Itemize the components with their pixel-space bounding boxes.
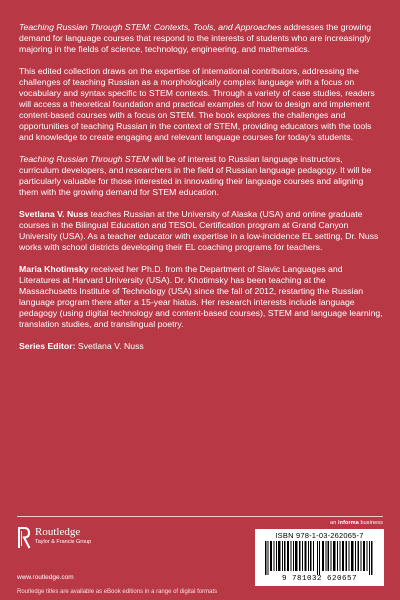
barcode-image bbox=[265, 541, 374, 575]
ebook-availability-note: Routledge titles are available as eBook editions in a range of digital formats bbox=[17, 589, 218, 595]
bio-nuss bbox=[19, 209, 385, 253]
footer-divider bbox=[17, 516, 383, 517]
publisher-logo bbox=[17, 523, 167, 563]
informa-tagline: an informa business bbox=[330, 520, 383, 526]
description-paragraph-2: This edited collection draws on the expertise of international contributors, addressing the challenges of teaching Russian as a morphologically complex language with a focus on vocabulary and syntax specific to STEM contexts. Through a variety of case studies, readers will access a theoretical foundation and practical examples of how to design and implement content-based courses with a focus on STEM. The book explores the challenges and opportunities of teaching Russian in the context of STEM, providing educators with the tools and knowledge to create engaging and relevant language courses for today’s students. bbox=[19, 66, 375, 142]
series-editor bbox=[19, 341, 385, 352]
book-title: Teaching Russian Through STEM: Contexts, Tools, and Approaches bbox=[19, 22, 282, 32]
series-editor-label: Series Editor: bbox=[19, 341, 76, 351]
back-cover-text bbox=[19, 22, 385, 363]
description-paragraph-1 bbox=[19, 22, 385, 55]
barcode-digits: 9 781032 620657 bbox=[281, 575, 357, 583]
author-name: Svetlana V. Nuss bbox=[19, 209, 89, 219]
publisher-website: www.routledge.com bbox=[17, 574, 74, 581]
publisher-group: Taylor & Francis Group bbox=[35, 539, 92, 545]
isbn-number: ISBN 978-1-03-262065-7 bbox=[275, 531, 364, 540]
publisher-name: Routledge bbox=[35, 526, 81, 538]
author-name: Maria Khotimsky bbox=[19, 264, 89, 274]
series-editor-name: Svetlana V. Nuss bbox=[75, 341, 144, 351]
routledge-r-icon bbox=[17, 525, 31, 549]
bio-khotimsky bbox=[19, 264, 385, 330]
author-bio: received her Ph.D. from the Department of Slavic Languages and Literatures at Harvard University (USA). Dr. Khotimsky has been teaching at the Massachusetts Institute of Technology (USA) since the fall of 2012, restarting the Russian language program there after a 15-year hiatus. Her research interests include language pedagogy (using digital technology and content-based courses), STEM and language learning, translation studies, and translingual poetry. bbox=[19, 264, 383, 329]
description-text-3: will be of interest to Russian language instructors, curriculum developers, and researchers in the field of Russian language pedagogy. It will be particularly valuable for those interested in innovating their language courses and aligning them with the growing demand for STEM education. bbox=[19, 154, 372, 197]
author-bio: teaches Russian at the University of Alaska (USA) and online graduate courses in the Bilingual Education and TESOL Certification program at Grand Canyon University (USA). As a teacher educator with expertise in a low-incidence EL setting, Dr. Nuss works with school districts developing their EL coaching programs for teachers. bbox=[19, 209, 379, 252]
description-paragraph-3 bbox=[19, 154, 385, 198]
book-title-short: Teaching Russian Through STEM bbox=[19, 154, 150, 164]
barcode-panel bbox=[255, 529, 384, 586]
description-text-1: addresses the growing demand for language courses that respond to the interests of students who are increasingly majoring in the fields of science, technology, engineering, and mathematics. bbox=[19, 22, 372, 54]
